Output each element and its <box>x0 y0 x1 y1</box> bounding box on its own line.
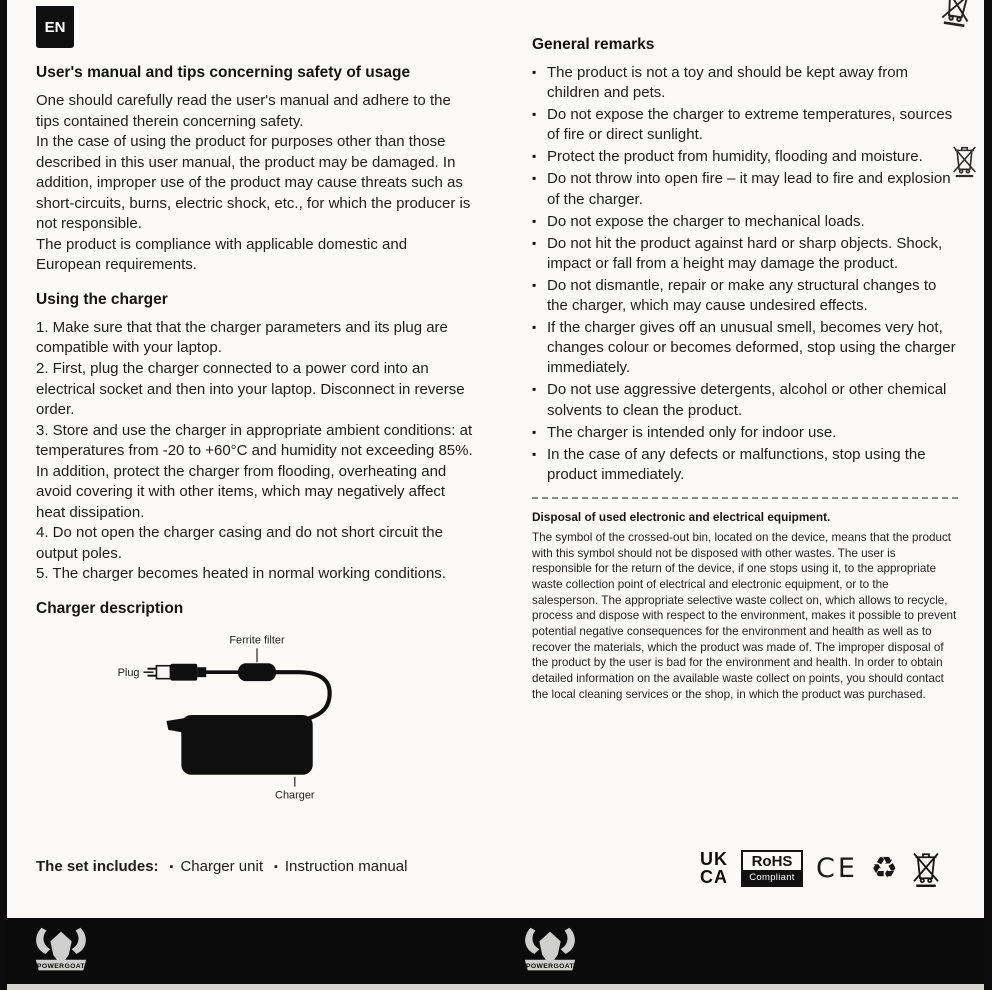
right-column <box>532 36 958 702</box>
remark-item: ▪ Do not expose the charger to mechanical loads. <box>532 212 958 232</box>
numbered-step: 1. Make sure that that the charger parameters and its plug are compatible with your laptop. <box>36 318 448 357</box>
heading-using-charger: Using the charger <box>36 290 168 308</box>
page-left-edge <box>0 0 7 990</box>
remark-item: ▪ Do not hit the product against hard or sharp objects. Shock, impact or fall from a height may damage the product. <box>532 234 958 274</box>
safety-paragraph: In the case of using the product for purposes other than those described in this user manual, the product may be damaged. In addition, improper use of the product may cause threats such as short-circuits, burns, electric shock, etc., for which the producer is not responsible. <box>36 133 471 233</box>
set-includes-item: ▪ Charger unit <box>159 858 263 875</box>
charger-diagram-graphic <box>36 627 474 803</box>
set-includes-item: ▪ Instruction manual <box>263 858 407 875</box>
ukca-mark <box>700 851 728 885</box>
ferrite-filter-shape <box>238 663 276 681</box>
remark-item: ▪ Do not dismantle, repair or make any structural changes to the charger, which may cause undesired effects. <box>532 276 958 316</box>
remark-item: ▪ If the charger gives off an unusual smell, becomes very hot, changes colour or becomes deformed, stop using the charger immediately. <box>532 318 958 378</box>
rohs-label: RoHS <box>751 853 793 871</box>
heading-general-remarks: General remarks <box>532 36 655 53</box>
disposal-text: The symbol of the crossed-out bin, located on the device, means that the product with this symbol should not be disposed with other wastes. The user is responsible for the return of the device, if one stops using it, to the appropriate waste collection point of electrical and electronic equipment, or to the salesperson. The appropriate selective waste collect on, which allows to recycle, process and dispose with respect to the environment, makes it possible to prevent potential negative consequences for the environment and health as well as to recover the materials, which the product was made of. The improper disposal of the product by the user is bad for the environment and health. In order to obtain detailed information on the available waste collect on points, you should contact the local cleaning services or the shop, in which the product was purchased. <box>532 530 957 701</box>
page-right-edge <box>984 0 992 990</box>
weee-icon-partial-edge <box>951 142 978 179</box>
heading-safety: User's manual and tips concerning safety of usage <box>36 64 411 81</box>
heading-charger-description: Charger description <box>36 600 184 618</box>
ferrite-filter-label: Ferrite filter <box>229 634 285 647</box>
remark-item: ▪ Do not throw into open fire – it may lead to fire and explosion of the charger. <box>532 169 958 209</box>
dashed-divider <box>532 497 958 499</box>
charger-label: Charger <box>275 789 315 802</box>
rohs-compliant-label: Compliant <box>743 870 801 885</box>
language-badge: EN <box>36 6 74 48</box>
charger-diagram <box>36 627 474 808</box>
numbered-step: 3. Store and use the charger in appropriate ambient conditions: at temperatures from -20 to +60°C and humidity not exceeding 85%. In addition, protect the charger from flooding, overheating and avoid covering it with other items, which may negatively affect heat dissipation. <box>36 421 473 521</box>
powergoat-wordmark: POWERGOAT <box>36 963 86 971</box>
footer-bar <box>0 918 992 984</box>
compliance-marks <box>700 848 941 889</box>
general-remarks-list <box>532 63 958 485</box>
set-includes-label: The set includes: <box>36 858 159 875</box>
powergoat-logo <box>30 924 92 978</box>
remark-item: ▪ Protect the product from humidity, flooding and moisture. <box>532 147 958 167</box>
numbered-step: 5. The charger becomes heated in normal working conditions. <box>36 565 446 583</box>
ukca-top: UK <box>700 849 728 870</box>
recycle-icon: ♻ <box>870 850 898 886</box>
set-includes-items <box>159 858 408 875</box>
rohs-mark <box>741 850 803 887</box>
charger-brick-shape <box>181 715 312 775</box>
remark-item: ▪ The charger is intended only for indoor use. <box>532 423 958 443</box>
ce-mark: CE <box>816 853 858 884</box>
safety-paragraph: One should carefully read the user's manual and adhere to the tips contained therein concerning safety. <box>36 92 451 130</box>
page-bottom-strip <box>0 984 992 990</box>
set-includes <box>36 858 407 875</box>
remark-item: ▪ The product is not a toy and should be kept away from children and pets. <box>532 63 958 103</box>
using-charger-steps <box>36 318 474 585</box>
powergoat-wordmark: POWERGOAT <box>525 963 575 971</box>
remark-item: ▪ In the case of any defects or malfunctions, stop using the product immediately. <box>532 445 958 485</box>
ukca-bottom: CA <box>700 866 728 887</box>
weee-icon-partial-top <box>938 0 976 30</box>
numbered-step: 4. Do not open the charger casing and do not short circuit the output poles. <box>36 524 443 562</box>
safety-paragraph: The product is compliance with applicable domestic and European requirements. <box>36 235 408 274</box>
remark-item: ▪ Do not expose the charger to extreme temperatures, sources of fire or direct sunlight. <box>532 105 958 145</box>
numbered-step: 2. First, plug the charger connected to a power cord into an electrical socket and then into your laptop. Disconnect in reverse order. <box>36 360 465 419</box>
remark-item: ▪ Do not use aggressive detergents, alcohol or other chemical solvents to clean the product. <box>532 380 958 420</box>
safety-paragraphs <box>36 91 474 276</box>
powergoat-logo <box>519 924 581 978</box>
heading-disposal: Disposal of used electronic and electrical equipment. <box>532 509 831 524</box>
left-column <box>36 64 474 808</box>
plug-label: Plug <box>117 667 140 680</box>
weee-bin-icon <box>911 848 941 889</box>
